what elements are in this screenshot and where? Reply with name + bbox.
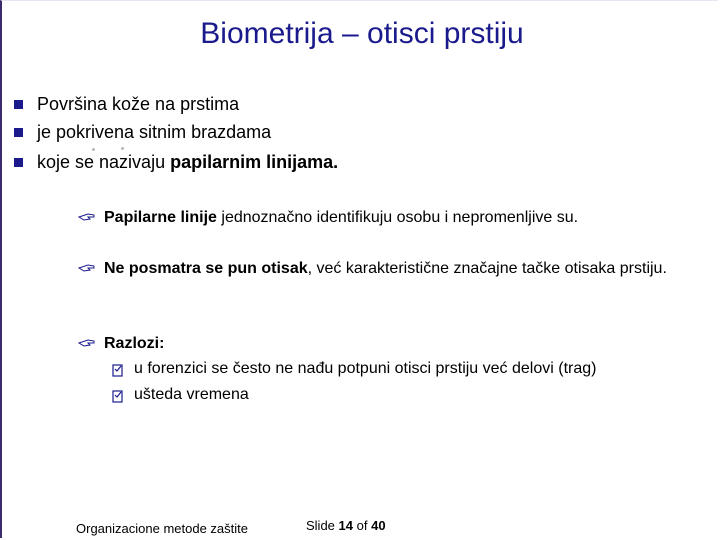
sub-bullet-item <box>78 207 678 229</box>
square-bullet-icon <box>14 128 23 137</box>
bullet-item <box>14 121 271 143</box>
reason-text: u forenzici se često ne nađu potpuni otisci prstiju već delovi (trag) <box>134 360 597 377</box>
reason-item <box>112 358 596 380</box>
pointing-hand-icon <box>78 258 96 280</box>
bullet-item <box>14 93 239 115</box>
footer-course-name: Organizacione metode zaštite <box>76 521 248 536</box>
reason-item <box>112 384 249 406</box>
sub-bullet-item <box>78 333 164 355</box>
square-bullet-icon <box>14 100 23 109</box>
bullet-item <box>14 151 338 173</box>
pointing-hand-icon <box>78 207 96 229</box>
sub-bullet-item <box>78 258 698 280</box>
checklist-icon <box>112 388 124 402</box>
bullet-text: Površina kože na prstima <box>37 94 240 114</box>
slide-counter: Slide 14 of 40 <box>306 518 386 533</box>
pointing-hand-icon <box>78 333 96 355</box>
sub-bullet-text: Ne posmatra se pun otisak, već karakteristične značajne tačke otisaka prstiju. <box>104 260 667 277</box>
decorative-dot <box>121 147 124 150</box>
bullet-text: je pokrivena sitnim brazdama <box>37 122 272 142</box>
square-bullet-icon <box>14 158 23 167</box>
sub-bullet-text: Papilarne linije jednoznačno identifikuju osobu i nepromenljive su. <box>104 209 579 226</box>
reason-text: ušteda vremena <box>134 386 249 403</box>
sub-bullet-text: Razlozi: <box>104 335 165 352</box>
slide-title: Biometrija – otisci prstiju <box>200 17 524 50</box>
bullet-text: koje se nazivaju papilarnim linijama. <box>37 152 339 172</box>
bullet-bold-text: papilarnim linijama. <box>170 152 339 172</box>
checklist-icon <box>112 362 124 376</box>
